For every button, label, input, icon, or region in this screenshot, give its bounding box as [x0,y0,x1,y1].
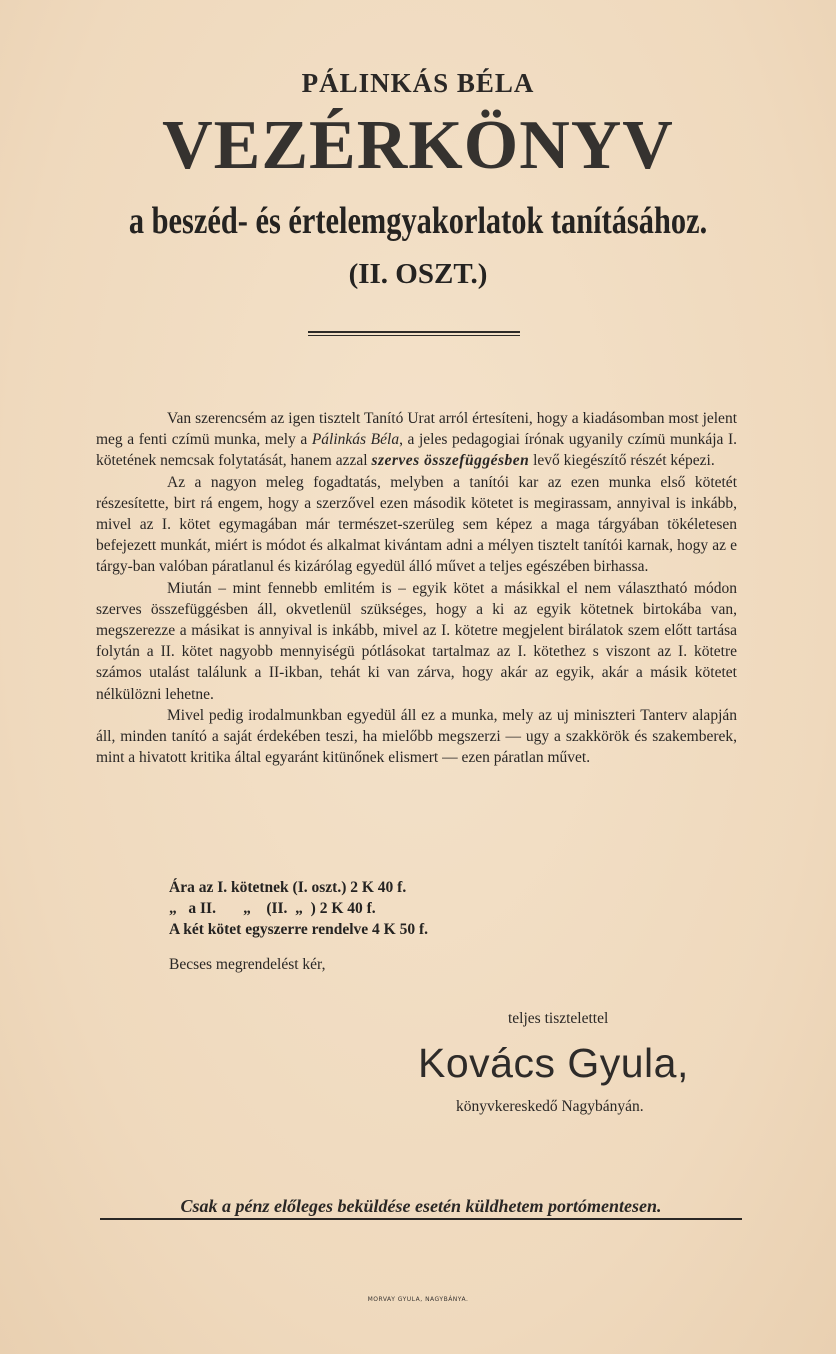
paragraph-1-part-a: Van szerencsém az igen tisztelt Tanító Urat arról értesíteni, hogy a kiadásomban most jelent meg a fenti czímü munka, mely a [96,410,737,449]
paragraph-3: Miután – mint fennebb emlitém is – egyik kötet a másikkal el nem választható módon szerves összefüggésben áll, okvetlenül szükséges, hogy a ki az egyik kötetnek birtokába van, megszerezze a másikat is annyival is inkább, mivel az I. kötetre megjelent birálatok szem előtt tartása folytán a II. kötet nagyobb mennyiségü pótlásokat tartalmaz az I. kötethez s viszont az I. kötetre számos utalást találunk a II-ikban, tehát ki van zárva, hogy akár az egyik, akár a másik kötetet nélkülözni lehetne. [96,579,737,703]
paragraph-1-part-b: , a jeles pedagogiai írónak ugyanily czímü munkája I. kötetének nemcsak folytatását, hanem azzal [96,431,737,470]
publisher-role: könyvkereskedő Nagybányán. [456,1098,644,1115]
order-request: Becses megrendelést kér, [169,956,326,973]
paragraph-1 [96,408,737,472]
regards-line: teljes tisztelettel [508,1010,609,1027]
book-subtitle: a beszéd- és értelemgyakorlatok tanításához. [128,200,708,242]
price-row: A két kötet egyszerre rendelve 4 K 50 f. [169,921,428,938]
emphasis-text: szerves összefüggésben [371,452,530,470]
paragraph-4: Mivel pedig irodalmunkban egyedül áll ez a munka, mely az uj miniszteri Tanterv alapján áll, minden tanító a saját érdekében teszi, ha mielőbb megszerzi — ugy a szakkörök és szakemberek, mint a hivatott kritika által egyaránt kitünőnek elismert — ezen páratlan művet. [96,706,737,767]
book-title: VEZÉRKÖNYV [162,107,674,184]
class-label: (II. OSZT.) [348,258,488,290]
paragraph-1-part-c: levő kiegészítő részét képezi. [529,452,715,470]
price-row: „ a II. „ (II. „ ) 2 K 40 f. [169,900,376,917]
price-row: Ára az I. kötetnek (I. oszt.) 2 K 40 f. [169,879,407,896]
paragraph-2: Az a nagyon meleg fogadtatás, melyben a tanítói kar az ezen munka első kötetét részesítette, birt rá engem, hogy a szerzővel ezen második kötetet is megirassam, annyival is inkább, mivel az I. kötet egymagában már természet-szerüleg sem képez a maga tárgyában tökéletesen befejezett munkát, miért is módot és alkalmat kivántam adni a mélyen tisztelt tanítói karnak, hogy az e tárgy-ban valóban páratlanul és kizárólag egyedül álló művet a teljes egészében birhassa. [96,473,737,576]
shipping-notice: Csak a pénz előleges beküldése esetén küldhetem portómentesen. [100,1196,742,1220]
body-text [96,408,737,768]
author-name-italic: Pálinkás Béla [311,431,400,449]
publisher-signature: Kovács Gyula, [418,1040,689,1086]
author-heading: PÁLINKÁS BÉLA [301,68,535,98]
printer-imprint: MORVAY GYULA, NAGYBÁNYA. [367,1296,469,1303]
price-list [169,877,669,940]
divider-rule [308,331,520,336]
